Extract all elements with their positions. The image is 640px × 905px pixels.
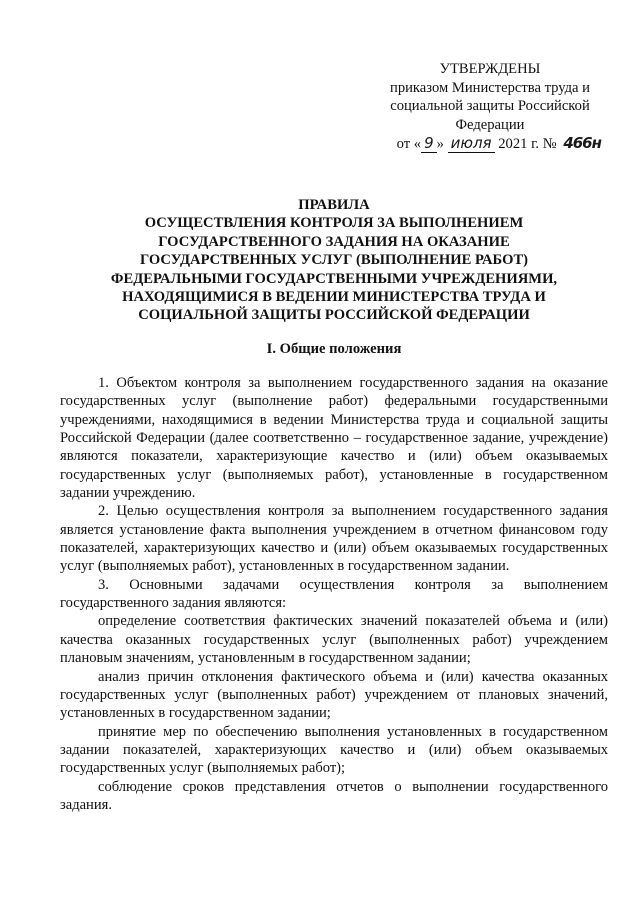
approval-line-1: приказом Министерства труда и — [390, 79, 590, 96]
approval-heading: УТВЕРЖДЕНЫ — [439, 61, 541, 77]
paragraph-3-item-1: определение соответствия фактических значений показателей объема и (или) качества оказанных государственных услуг (выполненных работ) учреждением плановым значениям, установленным в государственном задании; — [60, 613, 608, 667]
date-day: 9 — [421, 134, 437, 153]
title-line-3: ГОСУДАРСТВЕННОГО ЗАДАНИЯ НА ОКАЗАНИЕ — [158, 233, 510, 250]
paragraph-2: 2. Целью осуществления контроля за выполнением государственного задания является установление факта выполнения учреждением в отчетном финансовом году показателей, характеризующих качество и (или) объем оказываемых государственных услуг (выполняемых работ), установленных в государственном задании. — [60, 503, 608, 575]
approval-line-3: Федерации — [455, 116, 525, 133]
date-prefix: от « — [396, 136, 422, 153]
title-line-7: СОЦИАЛЬНОЙ ЗАЩИТЫ РОССИЙСКОЙ ФЕДЕРАЦИИ — [138, 307, 530, 324]
title-line-4: ГОСУДАРСТВЕННЫХ УСЛУГ (ВЫПОЛНЕНИЕ РАБОТ) — [139, 252, 529, 269]
paragraph-3-item-2: анализ причин отклонения фактического объема и (или) качества оказанных государственных услуг (выполненных работ) учреждением от плановых значений, установленных в государственном задании; — [60, 668, 608, 722]
approval-date-line — [372, 134, 604, 154]
paragraph-3: 3. Основными задачами осуществления контроля за выполнением государственного задания являются: — [60, 576, 608, 612]
order-number: 466н — [563, 134, 601, 153]
approval-block — [372, 60, 608, 154]
title-line-1: ПРАВИЛА — [298, 197, 370, 213]
title-line-6: НАХОДЯЩИМИСЯ В ВЕДЕНИИ МИНИСТЕРСТВА ТРУДА И — [122, 289, 546, 306]
document-body — [60, 374, 608, 814]
paragraph-3-item-3: принятие мер по обеспечению выполнения установленных в государственном задании показателей, характеризующих качество и (или) объем оказываемых государственных услуг (выполняемых работ); — [60, 723, 608, 777]
title-line-5: ФЕДЕРАЛЬНЫМИ ГОСУДАРСТВЕННЫМИ УЧРЕЖДЕНИЯМИ, — [110, 270, 558, 287]
paragraph-1: 1. Объектом контроля за выполнением государственного задания на оказание государственных услуг (выполнение работ) федеральными государственными учреждениями, находящимися в ведении Министерства труда и социальной защиты Российской Федерации (далее соответственно – государственное задание, учреждение) являются показатели, характеризующие качество и (или) объем оказываемых государственных услуг (выполняемых работ), установленные в государственном задании учреждению. — [60, 375, 608, 502]
document-title — [60, 196, 608, 325]
date-mid: » — [436, 136, 444, 153]
approval-line-2: социальной защиты Российской — [390, 98, 590, 115]
paragraph-3-item-4: соблюдение сроков представления отчетов о выполнении государственного задания. — [60, 778, 608, 813]
date-year: 2021 г. № — [498, 136, 557, 153]
date-month: июля — [448, 134, 495, 153]
title-line-2: ОСУЩЕСТВЛЕНИЯ КОНТРОЛЯ ЗА ВЫПОЛНЕНИЕМ — [144, 215, 524, 232]
section-heading: I. Общие положения — [266, 341, 402, 357]
